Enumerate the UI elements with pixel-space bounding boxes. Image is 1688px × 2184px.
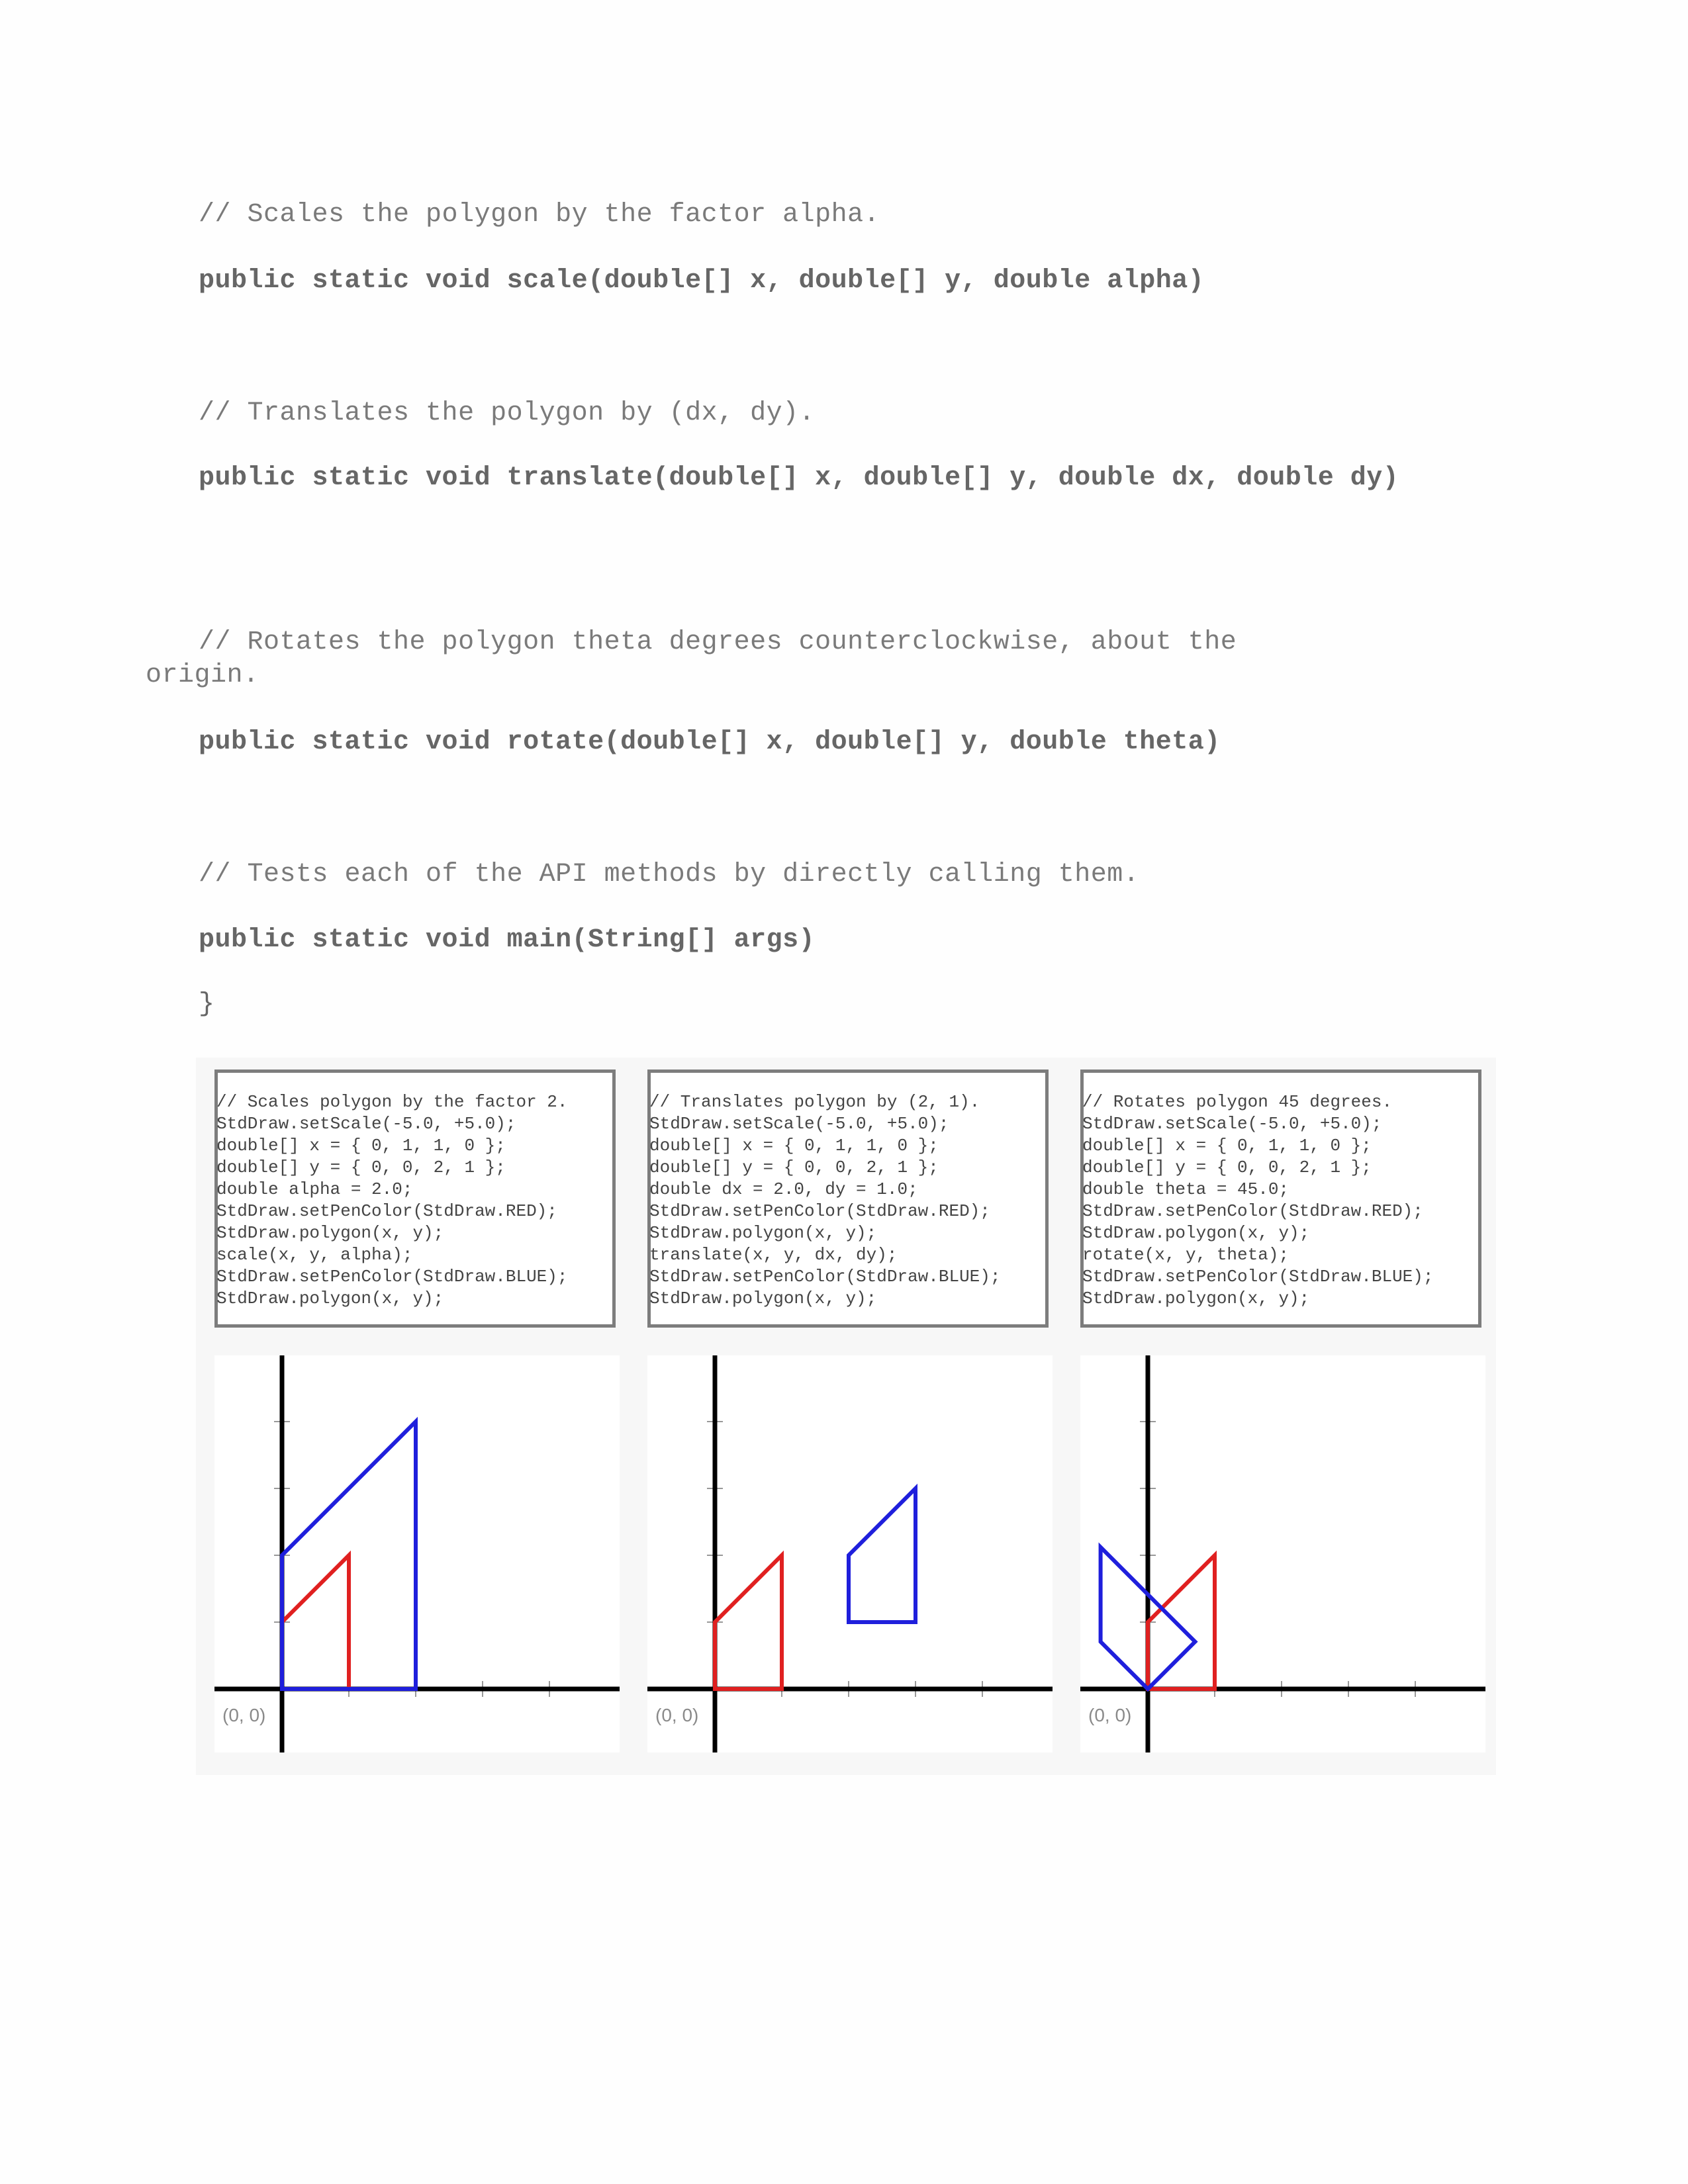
code-line: StdDraw.setPenColor(StdDraw.RED); [649, 1201, 990, 1221]
code-line: StdDraw.polygon(x, y); [1082, 1223, 1310, 1243]
main-comment: // Tests each of the API methods by directly calling them. [199, 860, 1140, 889]
red-polygon [715, 1555, 782, 1689]
code-line: StdDraw.setScale(-5.0, +5.0); [216, 1114, 516, 1134]
scale-plot [214, 1355, 620, 1752]
code-line: StdDraw.setScale(-5.0, +5.0); [649, 1114, 949, 1134]
code-line: StdDraw.setPenColor(StdDraw.BLUE); [649, 1267, 1001, 1287]
code-line: double theta = 45.0; [1082, 1179, 1289, 1199]
code-line: StdDraw.setPenColor(StdDraw.RED); [216, 1201, 557, 1221]
translate-plot-svg [647, 1355, 1053, 1752]
main-signature: public static void main(String[] args) [199, 925, 816, 955]
code-line: double dx = 2.0, dy = 1.0; [649, 1179, 918, 1199]
rotate-plot [1080, 1355, 1485, 1752]
code-line: // Scales polygon by the factor 2. [216, 1092, 568, 1112]
code-line: double[] y = { 0, 0, 2, 1 }; [216, 1158, 506, 1177]
code-line: double[] y = { 0, 0, 2, 1 }; [649, 1158, 939, 1177]
blue-polygon [849, 1488, 915, 1622]
translate-signature: public static void translate(double[] x, double[] y, double dx, double dy) [199, 463, 1399, 493]
code-line: double[] x = { 0, 1, 1, 0 }; [216, 1136, 506, 1156]
code-line: StdDraw.polygon(x, y); [649, 1223, 877, 1243]
code-line: StdDraw.setPenColor(StdDraw.BLUE); [1082, 1267, 1434, 1287]
code-line: translate(x, y, dx, dy); [649, 1245, 898, 1265]
code-line: StdDraw.setScale(-5.0, +5.0); [1082, 1114, 1382, 1134]
code-line: scale(x, y, alpha); [216, 1245, 413, 1265]
origin-label: (0, 0) [655, 1705, 699, 1725]
code-line: // Translates polygon by (2, 1). [649, 1092, 980, 1112]
code-line: StdDraw.polygon(x, y); [649, 1289, 877, 1308]
translate-code-box [647, 1069, 1049, 1328]
origin-label: (0, 0) [222, 1705, 266, 1725]
scale-comment: // Scales the polygon by the factor alpha. [199, 200, 880, 230]
code-line: double[] x = { 0, 1, 1, 0 }; [649, 1136, 939, 1156]
code-line: StdDraw.setPenColor(StdDraw.BLUE); [216, 1267, 568, 1287]
rotate-signature: public static void rotate(double[] x, double[] y, double theta) [199, 727, 1221, 757]
code-line: double[] y = { 0, 0, 2, 1 }; [1082, 1158, 1372, 1177]
scale-signature: public static void scale(double[] x, double[] y, double alpha) [199, 266, 1205, 296]
closing-brace: } [199, 989, 215, 1019]
rotate-comment: // Rotates the polygon theta degrees counterclockwise, about the origin. [146, 627, 1253, 690]
code-line: StdDraw.polygon(x, y); [1082, 1289, 1310, 1308]
origin-label: (0, 0) [1088, 1705, 1132, 1725]
code-line: double[] x = { 0, 1, 1, 0 }; [1082, 1136, 1372, 1156]
red-polygon [282, 1555, 349, 1689]
scale-plot-svg [214, 1355, 620, 1752]
translate-comment: // Translates the polygon by (dx, dy). [199, 398, 816, 428]
transformation-figure [196, 1058, 1496, 1775]
red-polygon [1148, 1555, 1215, 1689]
code-line: StdDraw.polygon(x, y); [216, 1223, 444, 1243]
code-line: rotate(x, y, theta); [1082, 1245, 1289, 1265]
code-line: // Rotates polygon 45 degrees. [1082, 1092, 1393, 1112]
rotate-code-box [1080, 1069, 1481, 1328]
code-line: StdDraw.polygon(x, y); [216, 1289, 444, 1308]
scale-code-box [214, 1069, 616, 1328]
translate-plot [647, 1355, 1053, 1752]
code-line: StdDraw.setPenColor(StdDraw.RED); [1082, 1201, 1423, 1221]
code-line: double alpha = 2.0; [216, 1179, 413, 1199]
rotate-plot-svg [1080, 1355, 1485, 1752]
